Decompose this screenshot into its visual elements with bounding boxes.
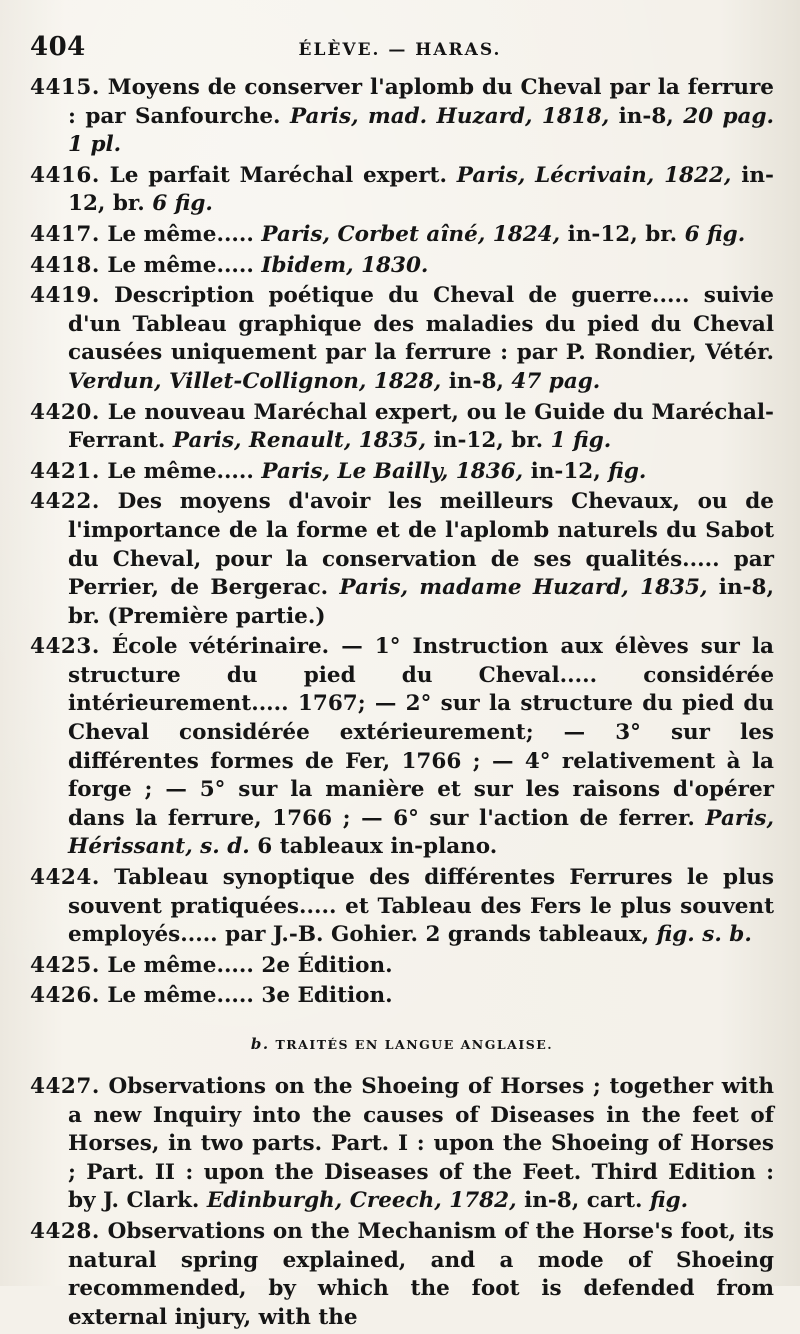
entry-number: 4418. (30, 252, 100, 278)
entry-title: Le même..... (107, 252, 254, 278)
entry-format: in-8, cart. (524, 1188, 643, 1214)
entry-imprint: Paris, Renault, 1835, (172, 428, 427, 454)
entry-number: 4420. (30, 399, 100, 425)
entry-title: Moyens de conserver l'aplomb du Cheval par la ferrure : par Sanfourche. (68, 75, 774, 129)
entry-number: 4423. (30, 634, 100, 660)
entry-title: Description poétique du Cheval de guerre..... suivie d'un Tableau graphique des maladies du pied du Cheval causées uniquement par la ferrure : par P. Rondier, Vétér. (68, 283, 774, 366)
entry-4426 (30, 982, 774, 1011)
entry-4422 (30, 488, 774, 631)
entry-number: 4422. (30, 489, 100, 515)
entry-imprint: fig. s. b. (656, 922, 752, 948)
entry-title: Le nouveau Maréchal expert, ou le Guide du Maréchal-Ferrant. (68, 399, 774, 454)
entry-number: 4415. (30, 75, 100, 100)
entry-number: 4428. (30, 1218, 100, 1244)
entry-imprint: Paris, Corbet aîné, 1824, (261, 221, 561, 247)
entry-imprint: Paris, Le Bailly, 1836, (261, 458, 524, 484)
entry-format: in-12, (530, 458, 601, 484)
entry-format: 6 tableaux in-plano. (257, 834, 498, 860)
entry-extra: 20 pag. 1 pl. (68, 103, 774, 158)
section-letter: b. (250, 1035, 270, 1053)
entry-imprint: Edinburgh, Creech, 1782, (206, 1188, 517, 1214)
entry-extra: fig. (650, 1188, 689, 1214)
entry-imprint: Ibidem, 1830. (261, 252, 429, 278)
entry-title: Tableau synoptique des différentes Ferrures le plus souvent pratiquées..... et Tableau des Fers le plus souvent employés..... par J.-B. Gohier. 2 grands tableaux, (68, 865, 774, 948)
entry-number: 4417. (30, 221, 100, 247)
entry-4424 (30, 864, 774, 950)
entry-number: 4425. (30, 952, 100, 978)
entry-imprint: Paris, Lécrivain, 1822, (456, 162, 732, 188)
entry-number: 4416. (30, 162, 100, 188)
entry-title: Le même..... (107, 221, 254, 247)
entry-extra: 1 fig. (550, 428, 612, 454)
entry-4417 (30, 221, 774, 250)
entry-title: Le même..... 2e Édition. (107, 952, 393, 978)
entry-format: in-12, br. (68, 162, 774, 217)
entry-format: in-12, br. (433, 428, 544, 454)
entry-4427 (30, 1073, 774, 1216)
entry-extra: 6 fig. (152, 191, 213, 217)
section-heading (30, 1035, 774, 1053)
entry-extra: 6 fig. (684, 221, 746, 247)
entry-4428 (30, 1218, 774, 1332)
entry-4416 (30, 162, 774, 219)
entry-4420 (30, 399, 774, 456)
entry-title: Observations on the Mechanism of the Horse's foot, its natural spring explained, and a mode of Shoeing recommended, by which the foot is defended from external injury, with the (68, 1218, 774, 1330)
entry-number: 4424. (30, 865, 100, 891)
entry-format: in-8, br. (Première partie.) (68, 575, 774, 629)
entry-extra: fig. (608, 458, 647, 484)
entry-title: Des moyens d'avoir les meilleurs Chevaux, ou de l'importance de la forme et de l'aplomb naturels du Sabot du Cheval, pour la conservation de ses qualités..... par Perrier, de Bergerac. (68, 489, 774, 601)
entry-4418 (30, 252, 774, 281)
entry-4425 (30, 952, 774, 981)
entry-4415 (30, 74, 774, 160)
entry-title: Le même..... 3e Edition. (107, 983, 393, 1009)
entry-4421 (30, 458, 774, 487)
entry-title: École vétérinaire. — 1° Instruction aux élèves sur la structure du pied du Cheval..... considérée intérieurement..... 1767; — 2° sur la structure du pied du Cheval considérée extérieurement; — 3° sur les différentes formes de Fer, 1766 ; — 4° relativement à la forge ; — 5° sur la manière et sur les raisons d'opérer dans la ferrure, 1766 ; — 6° sur l'action de ferrer. (68, 634, 774, 831)
entry-title: Le même..... (107, 458, 254, 484)
running-title: ÉLÈVE. — HARAS. (298, 40, 502, 60)
page-number: 404 (30, 32, 86, 62)
entry-title: Le parfait Maréchal expert. (109, 162, 447, 188)
entry-number: 4419. (30, 283, 100, 309)
section-title: TRAITÉS EN LANGUE ANGLAISE. (275, 1037, 554, 1052)
entry-extra: 47 pag. (511, 368, 601, 394)
entry-number: 4421. (30, 458, 100, 484)
entry-title: Observations on the Shoeing of Horses ; together with a new Inquiry into the causes of Diseases in the feet of Horses, in two parts. Part. I : upon the Shoeing of Horses ; Part. II : upon the Diseases of the Feet. Third Edition : by J. Clark. (68, 1074, 774, 1214)
entry-4423 (30, 633, 774, 862)
page-header (30, 28, 770, 68)
entry-number: 4426. (30, 983, 100, 1009)
entry-format: in-8, (448, 368, 504, 394)
entry-imprint: Paris, mad. Huzard, 1818, (289, 103, 610, 129)
entry-number: 4427. (30, 1074, 100, 1099)
entry-imprint: Verdun, Villet-Collignon, 1828, (68, 368, 442, 394)
entry-imprint: Paris, madame Huzard, 1835, (339, 575, 708, 601)
entry-format: in-12, br. (567, 221, 678, 247)
entry-format: in-8, (618, 103, 674, 129)
entry-4419 (30, 282, 774, 396)
entry-imprint: Paris, Hérissant, s. d. (68, 805, 774, 860)
bibliography-entries (30, 74, 774, 1334)
